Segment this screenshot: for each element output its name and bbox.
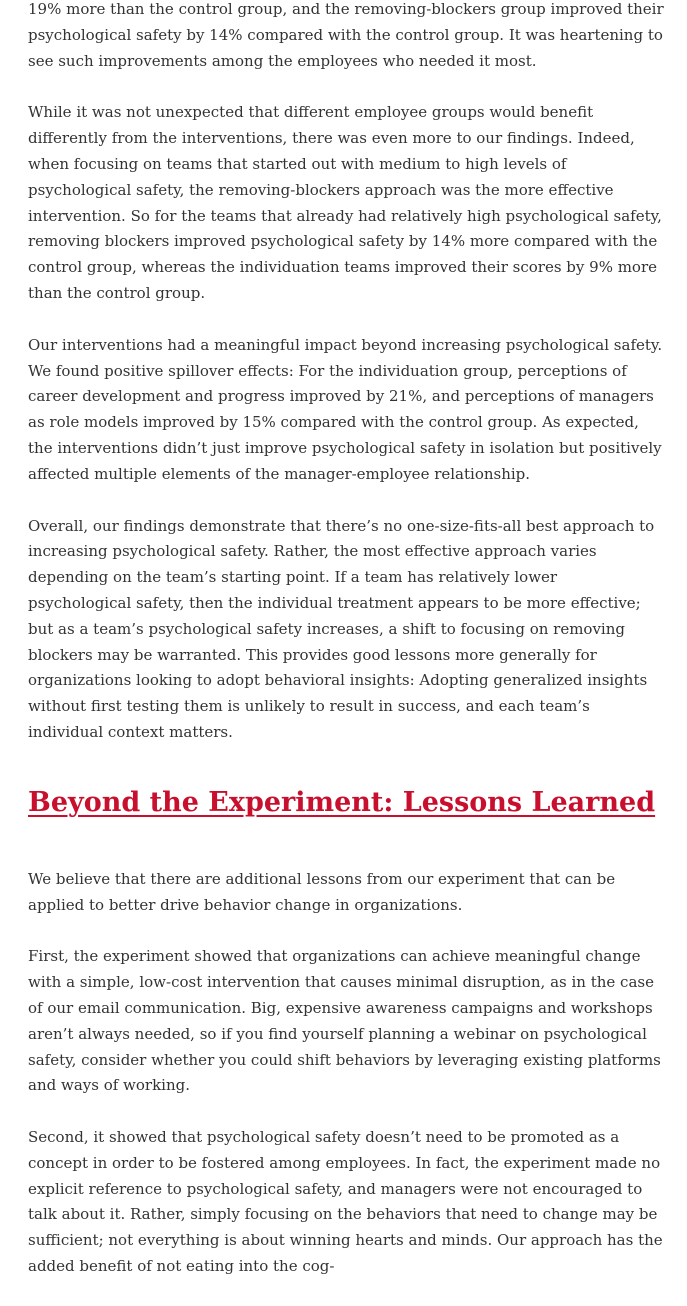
paragraph-spillover-effects: Our interventions had a meaningful impact beyond increasing psychological safety. We found positive spillover effects: For the individuation group, perceptions of career development and progress improved by 21%, and perceptions of managers as role models improved by 15% compared with the control group. As expected, the interventions didn’t just improve psychological safety in isolation but positively affected multiple elements of the manager-employee relationship.: [28, 335, 663, 483]
paragraph-lesson-first: First, the experiment showed that organizations can achieve meaningful change with a simple, low-cost intervention that causes minimal disruption, as in the case of our email communication. Big, expensive awareness campaigns and workshops aren’t always needed, so if you find yourself planning a webinar on psychological safety, consider whether you could shift behaviors by leveraging existing platforms and ways of working.: [28, 947, 661, 1095]
section-heading-link[interactable]: Beyond the Experiment: Lessons Learned: [28, 786, 656, 818]
article-body: [28, 0, 665, 1306]
paragraph-overall-findings: Overall, our findings demonstrate that there’s no one-size-fits-all best approach to increasing psychological safety. Rather, the most effective approach varies depending on the team’s starting point. If a team has relatively lower psychological safety, then the individual treatment appears to be more effective; but as a team’s psychological safety increases, a shift to focusing on removing blockers may be warranted. This provides good lessons more generally for organizations looking to adopt behavioral insights: Adopting generalized insights without first testing them is unlikely to result in success, and each team’s individual context matters.: [28, 516, 655, 741]
paragraph-lessons-intro: We believe that there are additional lessons from our experiment that can be applied to better drive behavior change in organizations.: [28, 869, 616, 914]
paragraph-results-low-safety: 19% more than the control group, and the removing-blockers group improved their psychological safety by 14% compared with the control group. It was heartening to see such improvements among the employees who needed it most.: [28, 0, 664, 70]
paragraph-results-high-safety: While it was not unexpected that different employee groups would benefit differently from the interventions, there was even more to our findings. Indeed, when focusing on teams that started out with medium to high levels of psychological safety, the removing-blockers approach was the more effective intervention. So for the teams that already had relatively high psychological safety, removing blockers improved psychological safety by 14% more compared with the control group, whereas the individuation teams improved their scores by 9% more than the control group.: [28, 103, 662, 302]
paragraph-lesson-second: Second, it showed that psychological safety doesn’t need to be promoted as a concept in order to be fostered among employees. In fact, the experiment made no explicit reference to psychological safety, and managers were not encouraged to talk about it. Rather, simply focusing on the behaviors that need to change may be sufficient; not everything is about winning hearts and minds. Our approach has the added benefit of not eating into the cog-: [28, 1128, 663, 1276]
